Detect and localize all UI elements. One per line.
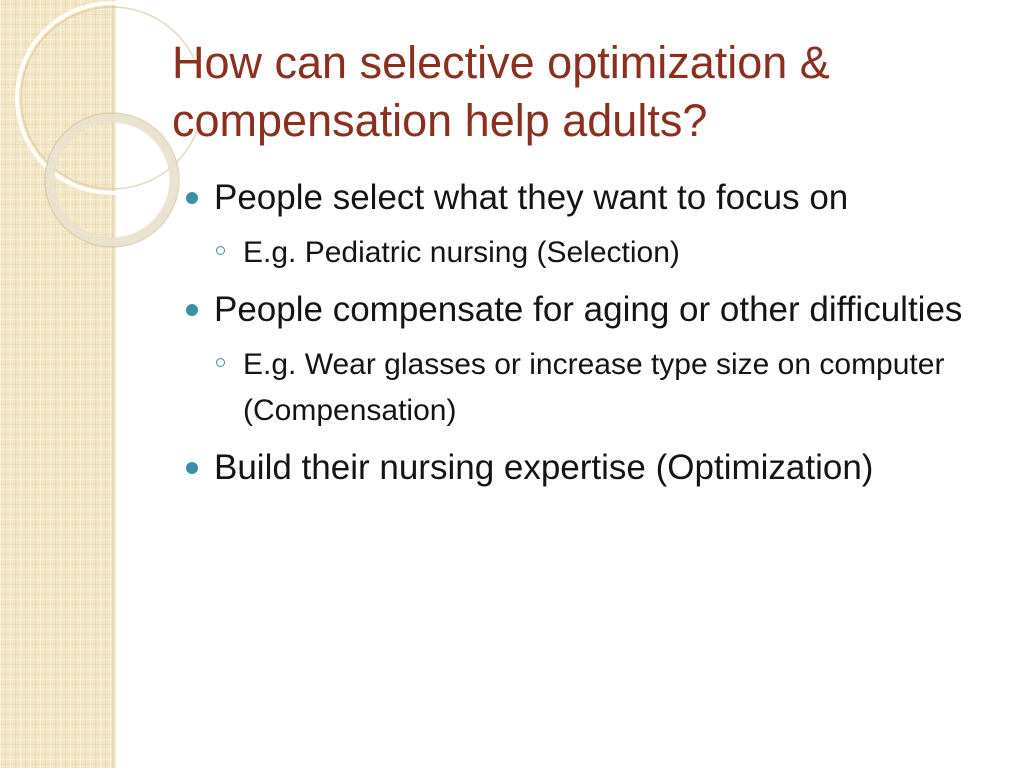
sub-bullet-item — [186, 342, 986, 434]
sub-bullet-text: E.g. Wear glasses or increase type size on computer (Compensation) — [243, 348, 945, 427]
hollow-circle-bullet-icon — [216, 246, 225, 255]
bullet-text: People select what they want to focus on — [214, 178, 849, 217]
filled-circle-bullet-icon — [186, 462, 198, 474]
bullet-item — [186, 284, 986, 336]
sub-bullet-item — [186, 230, 986, 276]
bullet-text: Build their nursing expertise (Optimization) — [214, 448, 874, 487]
hollow-circle-bullet-icon — [216, 358, 225, 367]
bullet-item — [186, 172, 986, 224]
filled-circle-bullet-icon — [186, 192, 198, 204]
sub-bullet-text: E.g. Pediatric nursing (Selection) — [243, 236, 680, 269]
bullet-list — [186, 172, 986, 500]
filled-circle-bullet-icon — [186, 304, 198, 316]
slide-title: How can selective optimization & compensation help adults? — [172, 37, 830, 146]
decorative-circle-small — [50, 118, 174, 242]
bullet-item — [186, 442, 986, 494]
bullet-text: People compensate for aging or other difficulties — [214, 290, 963, 329]
decorative-circles — [0, 0, 200, 260]
